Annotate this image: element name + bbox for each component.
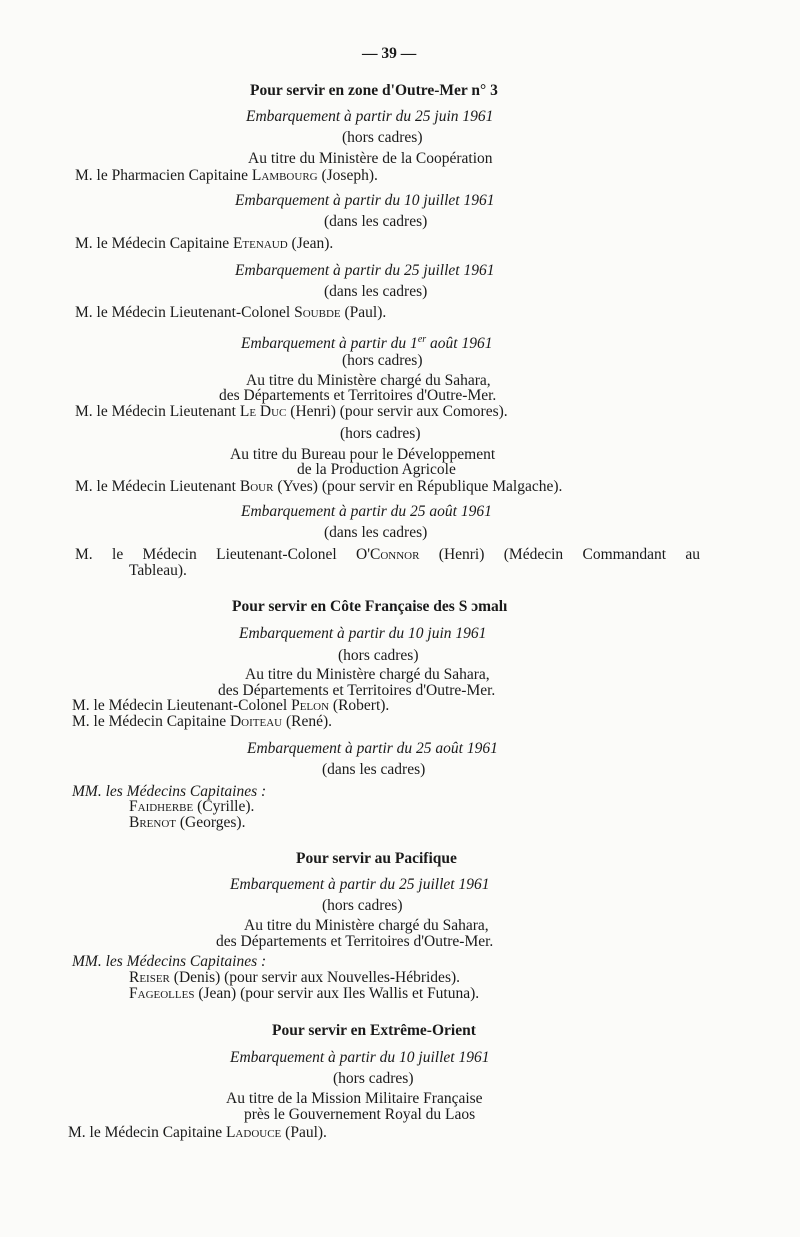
embarkation-date: Embarquement à partir du 10 juillet 1961: [230, 1049, 490, 1066]
person-title: M. le Médecin Lieutenant: [75, 478, 236, 495]
person-title: M. le Pharmacien Capitaine: [75, 167, 249, 184]
person-surname: Le Duc: [239, 403, 287, 420]
person-entry: [75, 478, 562, 496]
embarkation-date: Embarquement à partir du 10 juillet 1961: [235, 192, 495, 209]
person-given-name: (Georges).: [179, 814, 246, 831]
cadre-status: (dans les cadres): [324, 283, 428, 300]
date-text: Embarquement à partir du 1: [241, 335, 418, 353]
section-heading-somalis: Pour servir en Côte Française des S ɔmalı: [232, 598, 508, 615]
entry-word: (Henri): [438, 546, 485, 563]
person-title: M. le Médecin Capitaine: [75, 235, 230, 252]
person-surname: Pelon: [291, 697, 330, 714]
group-heading: MM. les Médecins Capitaines :: [72, 953, 267, 970]
entry-word: Lieutenant-Colonel: [216, 546, 337, 563]
section-heading-extreme-orient: Pour servir en Extrême-Orient: [272, 1022, 476, 1039]
ministry-line: des Départements et Territoires d'Outre-Mer.: [219, 387, 497, 404]
cadre-status: (dans les cadres): [324, 213, 428, 230]
ministry-line: de la Production Agricole: [297, 461, 456, 478]
person-given-name: (Paul).: [285, 1124, 327, 1141]
page-number: — 39 —: [362, 45, 417, 62]
person-entry: [75, 304, 386, 322]
ministry-line: Au titre du Ministère chargé du Sahara,: [245, 666, 490, 683]
person-given-name: (Robert).: [332, 697, 390, 714]
embarkation-date: Embarquement à partir du 25 juin 1961: [246, 108, 494, 125]
person-surname: Brenot: [129, 814, 177, 831]
embarkation-date: Embarquement à partir du 25 juillet 1961: [230, 876, 490, 893]
person-entry: [75, 167, 378, 185]
ministry-line: Au titre de la Mission Militaire Française: [226, 1090, 483, 1107]
embarkation-date: Embarquement à partir du 25 août 1961: [247, 740, 498, 757]
entry-word: le: [112, 546, 124, 563]
section-heading-outre-mer: Pour servir en zone d'Outre-Mer n° 3: [250, 82, 498, 99]
person-title: M. le Médecin Capitaine: [68, 1124, 223, 1141]
ministry-line: Au titre du Ministère chargé du Sahara,: [246, 372, 491, 389]
cadre-status: (dans les cadres): [324, 524, 428, 541]
date-superscript: er: [417, 334, 427, 345]
cadre-status: (hors cadres): [342, 352, 423, 369]
person-title: M. le Médecin Lieutenant-Colonel: [75, 304, 291, 321]
ministry-line: Au titre du Ministère de la Coopération: [248, 150, 493, 167]
ministry-line: Au titre du Bureau pour le Développement: [230, 446, 496, 463]
person-surname: Doiteau: [229, 713, 283, 730]
person-entry: [72, 713, 332, 731]
person-title: M. le Médecin Lieutenant: [75, 403, 236, 420]
person-given-name: (Jean) (pour servir aux Iles Wallis et Futuna).: [198, 985, 480, 1002]
entry-word: Commandant: [582, 546, 667, 563]
entry-word: Médecin: [142, 546, 197, 563]
person-surname: Reiser: [129, 969, 170, 986]
cadre-status: (hors cadres): [322, 897, 403, 914]
person-surname: Fageolles: [129, 985, 195, 1002]
person-surname: Soubde: [294, 304, 341, 321]
person-entry: [75, 403, 508, 421]
entry-word: au: [685, 546, 700, 563]
embarkation-date: Embarquement à partir du 25 juillet 1961: [235, 262, 495, 279]
person-surname: Ladouce: [225, 1124, 282, 1141]
person-given-name: (Denis) (pour servir aux Nouvelles-Hébrides).: [173, 969, 461, 986]
person-given-name: (Henri) (pour servir aux Comores).: [290, 403, 508, 420]
cadre-status: (hors cadres): [338, 647, 419, 664]
person-given-name: (Joseph).: [321, 167, 378, 184]
ministry-line: Au titre du Ministère chargé du Sahara,: [244, 917, 489, 934]
person-entry: [75, 235, 333, 253]
cadre-status: (hors cadres): [340, 425, 421, 442]
cadre-status: (hors cadres): [333, 1070, 414, 1087]
group-heading: MM. les Médecins Capitaines :: [72, 783, 267, 800]
person-surname: O'Connor: [356, 546, 420, 563]
person-given-name: (Cyrille).: [197, 798, 255, 815]
entry-word: (Médecin: [503, 546, 564, 563]
section-heading-pacifique: Pour servir au Pacifique: [296, 850, 457, 867]
embarkation-date: Embarquement à partir du 10 juin 1961: [239, 625, 487, 642]
ministry-line: près le Gouvernement Royal du Laos: [244, 1106, 476, 1123]
date-text: août 1961: [426, 335, 493, 353]
person-entry: [129, 985, 479, 1003]
person-given-name: (René).: [285, 713, 333, 730]
person-given-name: (Yves) (pour servir en République Malgache).: [277, 478, 563, 495]
cadre-status: (dans les cadres): [322, 761, 426, 778]
person-entry: [129, 814, 245, 832]
person-title: M. le Médecin Capitaine: [72, 713, 227, 730]
person-given-name: (Jean).: [291, 235, 334, 252]
entry-word: M.: [75, 546, 93, 563]
person-title: M. le Médecin Lieutenant-Colonel: [72, 697, 288, 714]
person-surname: Bour: [239, 478, 274, 495]
embarkation-date: Embarquement à partir du 25 août 1961: [241, 503, 492, 520]
person-surname: Lambourg: [251, 167, 318, 184]
person-surname: Etenaud: [232, 235, 288, 252]
person-entry: [68, 1124, 327, 1142]
cadre-status: (hors cadres): [342, 129, 423, 146]
ministry-line: des Départements et Territoires d'Outre-Mer.: [216, 933, 494, 950]
ministry-line: des Départements et Territoires d'Outre-Mer.: [218, 682, 496, 699]
person-surname: Faidherbe: [129, 798, 194, 815]
person-given-name: (Paul).: [344, 304, 387, 321]
entry-continuation: Tableau).: [129, 562, 187, 579]
embarkation-date: [241, 331, 492, 353]
